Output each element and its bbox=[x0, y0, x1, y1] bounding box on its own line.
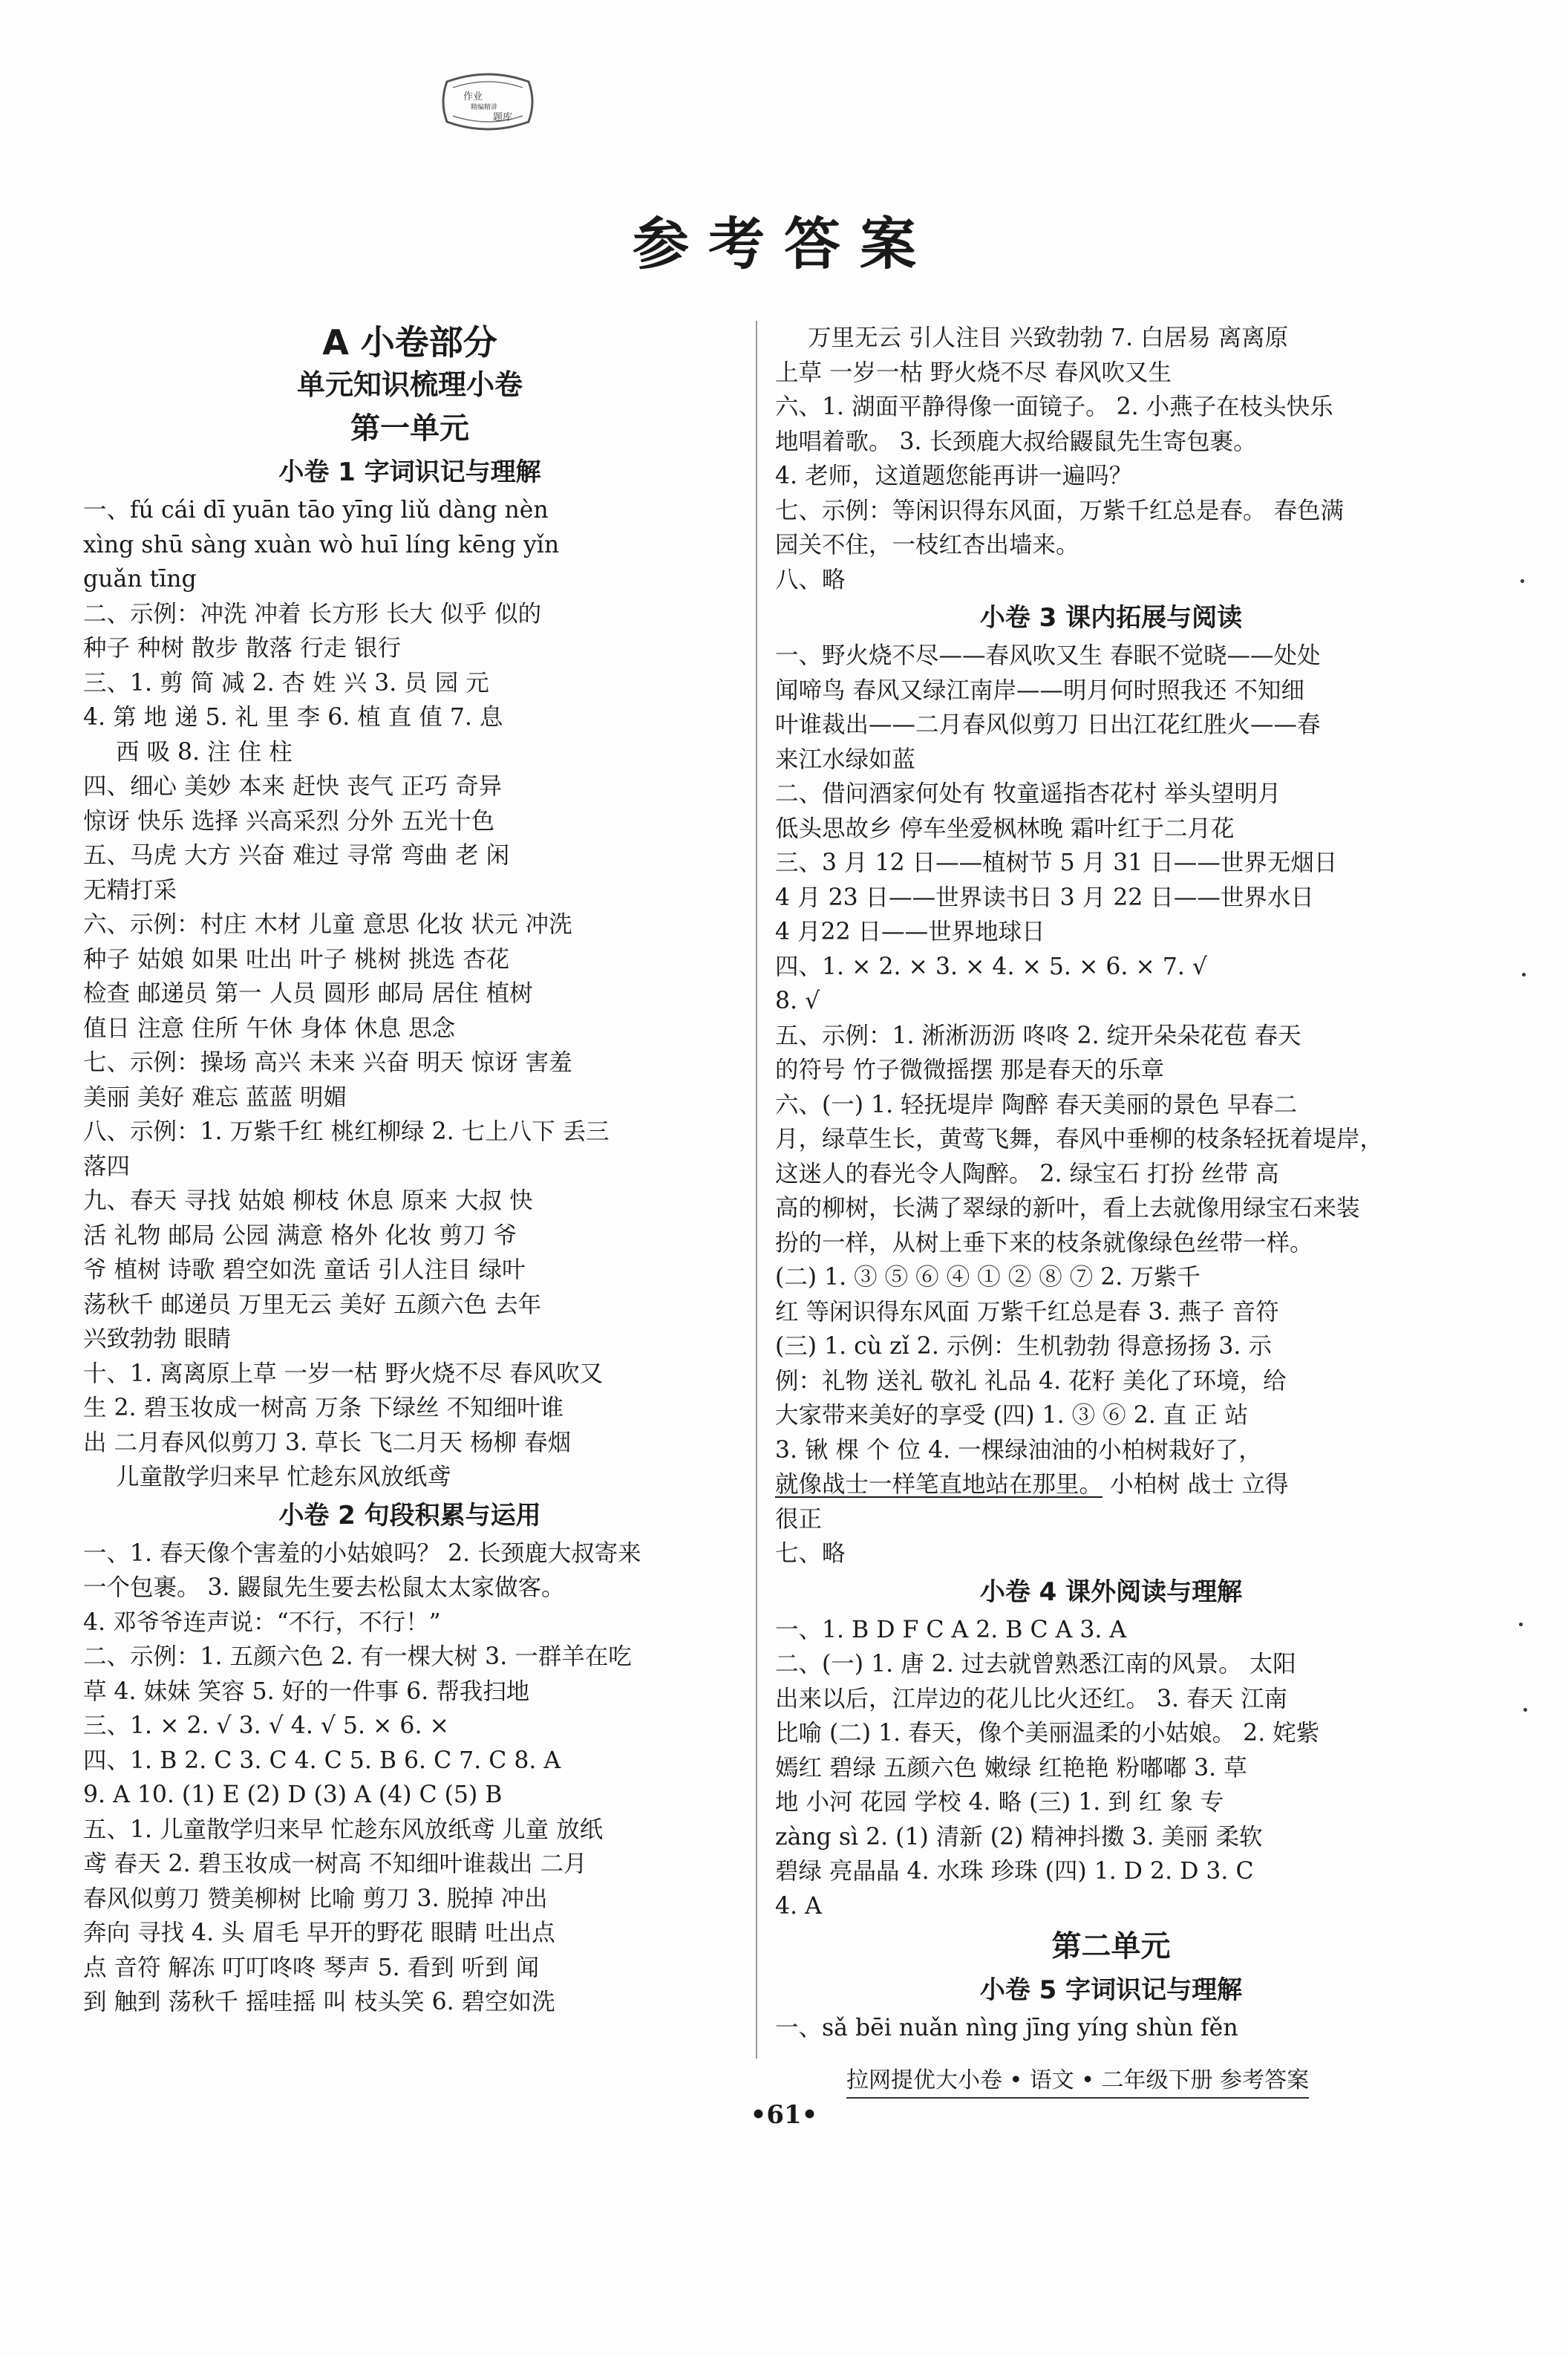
answer-line: 二、借问酒家何处有 牧童遥指杏花村 举头望明月 bbox=[775, 780, 1281, 807]
answer-line: 一、sǎ bēi nuǎn nìng jīng yíng shùn fěn bbox=[775, 2015, 1238, 2041]
margin-dot bbox=[1523, 1708, 1527, 1712]
answer-line: 一、野火烧不尽——春风吹又生 春眠不觉晓——处处 bbox=[775, 642, 1321, 669]
answer-line: 春风似剪刀 赞美柳树 比喻 剪刀 3. 脱掉 冲出 bbox=[83, 1885, 548, 1912]
quiz-heading: 小卷 2 句段积累与运用 bbox=[278, 1500, 541, 1530]
quiz-heading: 小卷 5 字词识记与理解 bbox=[979, 1975, 1243, 2005]
answer-line: 奔向 寻找 4. 头 眉毛 早开的野花 眼睛 吐出点 bbox=[83, 1920, 555, 1946]
answer-line: 四、1. B 2. C 3. C 4. C 5. B 6. C 7. C 8. A bbox=[83, 1747, 561, 1774]
answer-line: 闻啼鸟 春风又绿江南岸——明月何时照我还 不知细 bbox=[775, 677, 1305, 704]
answer-line: 的符号 竹子微微摇摆 那是春天的乐章 bbox=[775, 1057, 1165, 1083]
answer-line: 这迷人的春光令人陶醉。 2. 绿宝石 打扮 丝带 高 bbox=[775, 1160, 1279, 1187]
answer-line: 八、略 bbox=[775, 566, 846, 593]
answer-line: 三、3 月 12 日——植树节 5 月 31 日——世界无烟日 bbox=[775, 850, 1338, 876]
answer-line: 一、1. B D F C A 2. B C A 3. A bbox=[775, 1616, 1127, 1643]
answer-line: 六、1. 湖面平静得像一面镜子。 2. 小燕子在枝头快乐 bbox=[775, 394, 1333, 420]
answer-line: 很正 bbox=[775, 1505, 823, 1533]
unit-heading: 第二单元 bbox=[1051, 1929, 1171, 1963]
page-number: •61• bbox=[750, 2100, 818, 2130]
answer-line: 上草 一岁一枯 野火烧不尽 春风吹又生 bbox=[775, 359, 1172, 386]
answer-line: 五、马虎 大方 兴奋 难过 寻常 弯曲 老 闲 bbox=[83, 842, 510, 869]
answer-line: zàng sì 2. (1) 清新 (2) 精神抖擞 3. 美丽 柔软 bbox=[775, 1823, 1263, 1851]
answer-line: 五、1. 儿童散学归来早 忙趁东风放纸鸢 儿童 放纸 bbox=[83, 1816, 604, 1843]
answer-line: 出 二月春风似剪刀 3. 草长 飞二月天 杨柳 春烟 bbox=[83, 1429, 572, 1456]
answer-line: 出来以后，江岸边的花儿比火还红。 3. 春天 江南 bbox=[775, 1685, 1288, 1712]
answer-line: 3. 锹 棵 个 位 4. 一棵绿油油的小柏树栽好了， bbox=[775, 1436, 1262, 1464]
answer-line: 一、fú cái dī yuān tāo yīng liǔ dàng nèn bbox=[83, 497, 549, 524]
answer-line: 惊讶 快乐 选择 兴高采烈 分外 五光十色 bbox=[83, 807, 495, 835]
answer-line: 值日 注意 住所 午休 身体 休息 思念 bbox=[83, 1014, 456, 1042]
answer-line: 园关不住，一枝红杏出墙来。 bbox=[775, 532, 1079, 558]
answer-line: 西 吸 8. 注 住 柱 bbox=[116, 738, 293, 766]
answer-line: 9. A 10. (1) E (2) D (3) A (4) C (5) B bbox=[83, 1781, 503, 1808]
svg-text:题库: 题库 bbox=[493, 112, 513, 123]
quiz-heading: 小卷 3 课内拓展与阅读 bbox=[979, 603, 1243, 633]
answer-line: 检查 邮递员 第一 人员 圆形 邮局 居住 植树 bbox=[83, 980, 533, 1007]
answer-line: 4. A bbox=[775, 1892, 822, 1920]
answer-line: 地唱着歌。 3. 长颈鹿大叔给鼹鼠先生寄包裹。 bbox=[775, 428, 1257, 455]
answer-line: 荡秋千 邮递员 万里无云 美好 五颜六色 去年 bbox=[83, 1291, 542, 1318]
footer-title: 拉网提优大小卷 • 语文 • 二年级下册 参考答案 bbox=[846, 2061, 1309, 2099]
margin-dot bbox=[1522, 973, 1526, 977]
answer-line: 例：礼物 送礼 敬礼 礼品 4. 花籽 美化了环境，给 bbox=[775, 1367, 1287, 1395]
answer-line: 月，绿草生长，黄莺飞舞，春风中垂柳的枝条轻抚着堤岸， bbox=[775, 1126, 1384, 1153]
margin-dot bbox=[1520, 579, 1524, 583]
answer-line: 五、示例：1. 淅淅沥沥 咚咚 2. 绽开朵朵花苞 春天 bbox=[775, 1022, 1301, 1049]
column-divider bbox=[756, 321, 757, 2058]
answer-line: 种子 种树 散步 散落 行走 银行 bbox=[83, 635, 402, 662]
answer-line: 七、示例：操场 高兴 未来 兴奋 明天 惊讶 害羞 bbox=[83, 1049, 572, 1076]
answer-line: 点 音符 解冻 叮叮咚咚 琴声 5. 看到 听到 闻 bbox=[83, 1954, 540, 1981]
answer-line: 二、示例：1. 五颜六色 2. 有一棵大树 3. 一群羊在吃 bbox=[83, 1643, 632, 1670]
answer-line: 低头思故乡 停车坐爱枫林晚 霜叶红于二月花 bbox=[775, 815, 1235, 842]
section-heading: A 小卷部分 bbox=[322, 322, 497, 362]
answer-line: 六、(一) 1. 轻抚堤岸 陶醉 春天美丽的景色 早春二 bbox=[775, 1091, 1298, 1118]
answer-line: 鸢 春天 2. 碧玉妆成一树高 不知细叶谁裁出 二月 bbox=[83, 1851, 587, 1877]
answer-line: guǎn tīng bbox=[83, 566, 197, 593]
left-column bbox=[83, 321, 736, 2020]
answer-line: 4. 老师，这道题您能再讲一遍吗？ bbox=[775, 463, 1133, 489]
answer-line: 碧绿 亮晶晶 4. 水珠 珍珠 (四) 1. D 2. D 3. C bbox=[775, 1858, 1254, 1885]
answer-line: 到 触到 荡秋千 摇哇摇 叫 枝头笑 6. 碧空如洗 bbox=[83, 1989, 555, 2015]
answer-line: 四、1. × 2. × 3. × 4. × 5. × 6. × 7. √ bbox=[775, 953, 1207, 980]
answer-line: 四、细心 美妙 本来 赶快 丧气 正巧 奇异 bbox=[83, 773, 503, 800]
answer-line: 兴致勃勃 眼睛 bbox=[83, 1326, 232, 1352]
svg-text:作业: 作业 bbox=[463, 91, 483, 102]
answer-line: 儿童散学归来早 忙趁东风放纸鸢 bbox=[116, 1464, 451, 1490]
answer-line: 美丽 美好 难忘 蓝蓝 明媚 bbox=[83, 1083, 347, 1111]
answer-line: 一个包裹。 3. 鼹鼠先生要去松鼠太太家做客。 bbox=[83, 1574, 565, 1601]
answer-line: 无精打采 bbox=[83, 876, 177, 904]
answer-line: 三、1. × 2. √ 3. √ 4. √ 5. × 6. × bbox=[83, 1712, 449, 1739]
answer-line: 爷 植树 诗歌 碧空如洗 童话 引人注目 绿叶 bbox=[83, 1256, 526, 1283]
svg-text:精编精讲: 精编精讲 bbox=[471, 104, 498, 111]
subsection-heading: 单元知识梳理小卷 bbox=[296, 368, 523, 401]
answer-line: 六、示例：村庄 木材 儿童 意思 化妆 状元 冲洗 bbox=[83, 911, 572, 938]
quiz-heading: 小卷 1 字词识记与理解 bbox=[278, 457, 541, 487]
answer-line: 一、1. 春天像个害羞的小姑娘吗？ 2. 长颈鹿大叔寄来 bbox=[83, 1539, 641, 1567]
answer-line: 4. 第 地 递 5. 礼 里 李 6. 植 直 值 7. 息 bbox=[83, 704, 503, 731]
answer-line: 七、示例：等闲识得东风面，万紫千红总是春。 春色满 bbox=[775, 497, 1345, 524]
answer-line: 4 月 23 日——世界读书日 3 月 22 日——世界水日 bbox=[775, 884, 1314, 911]
page-title: 参考答案 bbox=[633, 211, 935, 277]
answer-line: 草 4. 妹妹 笑容 5. 好的一件事 6. 帮我扫地 bbox=[83, 1678, 530, 1705]
underlined-answer: 就像战士一样笔直地站在那里。 bbox=[775, 1471, 1103, 1498]
answer-line: 七、略 bbox=[775, 1540, 846, 1567]
answer-line: 叶谁裁出——二月春风似剪刀 日出江花红胜火——春 bbox=[775, 711, 1321, 738]
right-column bbox=[775, 321, 1447, 2046]
answer-line: 九、春天 寻找 姑娘 柳枝 休息 原来 大叔 快 bbox=[83, 1187, 533, 1214]
quiz-heading: 小卷 4 课外阅读与理解 bbox=[979, 1577, 1243, 1607]
publisher-logo bbox=[432, 68, 543, 135]
answer-line: 十、1. 离离原上草 一岁一枯 野火烧不尽 春风吹又 bbox=[83, 1360, 604, 1387]
answer-line bbox=[775, 1467, 1447, 1502]
answer-line: 二、(一) 1. 唐 2. 过去就曾熟悉江南的风景。 太阳 bbox=[775, 1651, 1296, 1678]
answer-tail: 小柏树 战士 立得 bbox=[1110, 1471, 1289, 1498]
answer-line: 比喻 (二) 1. 春天，像个美丽温柔的小姑娘。 2. 姹紫 bbox=[775, 1720, 1320, 1747]
answer-line: 落四 bbox=[83, 1153, 131, 1180]
answer-line: 大家带来美好的享受 (四) 1. ③ ⑥ 2. 直 正 站 bbox=[775, 1402, 1249, 1429]
answer-line: 种子 姑娘 如果 吐出 叶子 桃树 挑选 杏花 bbox=[83, 945, 510, 973]
answer-line: 生 2. 碧玉妆成一树高 万条 下绿丝 不知细叶谁 bbox=[83, 1395, 564, 1421]
unit-heading: 第一单元 bbox=[350, 411, 469, 446]
answer-line: 4 月22 日——世界地球日 bbox=[775, 919, 1045, 945]
answer-line: 嫣红 碧绿 五颜六色 嫩绿 红艳艳 粉嘟嘟 3. 草 bbox=[775, 1754, 1247, 1781]
answer-line: 扮的一样，从树上垂下来的枝条就像绿色丝带一样。 bbox=[775, 1229, 1313, 1256]
answer-line: 来江水绿如蓝 bbox=[775, 746, 916, 773]
answer-line: (三) 1. cù zǐ 2. 示例：生机勃勃 得意扬扬 3. 示 bbox=[775, 1333, 1272, 1360]
answer-line: 地 小河 花园 学校 4. 略 (三) 1. 到 红 象 专 bbox=[775, 1789, 1224, 1816]
answer-line: 红 等闲识得东风面 万紫千红总是春 3. 燕子 音符 bbox=[775, 1298, 1279, 1326]
answer-line: 二、示例：冲洗 冲着 长方形 长大 似乎 似的 bbox=[83, 600, 542, 627]
answer-line: 万里无云 引人注目 兴致勃勃 7. 白居易 离离原 bbox=[808, 325, 1289, 351]
answer-line: 8. √ bbox=[775, 988, 820, 1014]
answer-line: (二) 1. ③ ⑤ ⑥ ④ ① ② ⑧ ⑦ 2. 万紫千 bbox=[775, 1264, 1200, 1291]
answer-line: 活 礼物 邮局 公园 满意 格外 化妆 剪刀 爷 bbox=[83, 1222, 517, 1249]
answer-line: 三、1. 剪 简 减 2. 杏 姓 兴 3. 员 园 元 bbox=[83, 669, 489, 697]
answer-line: 高的柳树，长满了翠绿的新叶，看上去就像用绿宝石来装 bbox=[775, 1195, 1360, 1222]
margin-dot bbox=[1519, 1623, 1523, 1626]
answer-line: xìng shū sàng xuàn wò huī líng kēng yǐn bbox=[83, 531, 560, 558]
answer-line: 八、示例：1. 万紫千红 桃红柳绿 2. 七上八下 丢三 bbox=[83, 1118, 610, 1145]
answer-line: 4. 邓爷爷连声说：“不行，不行！” bbox=[83, 1608, 441, 1636]
